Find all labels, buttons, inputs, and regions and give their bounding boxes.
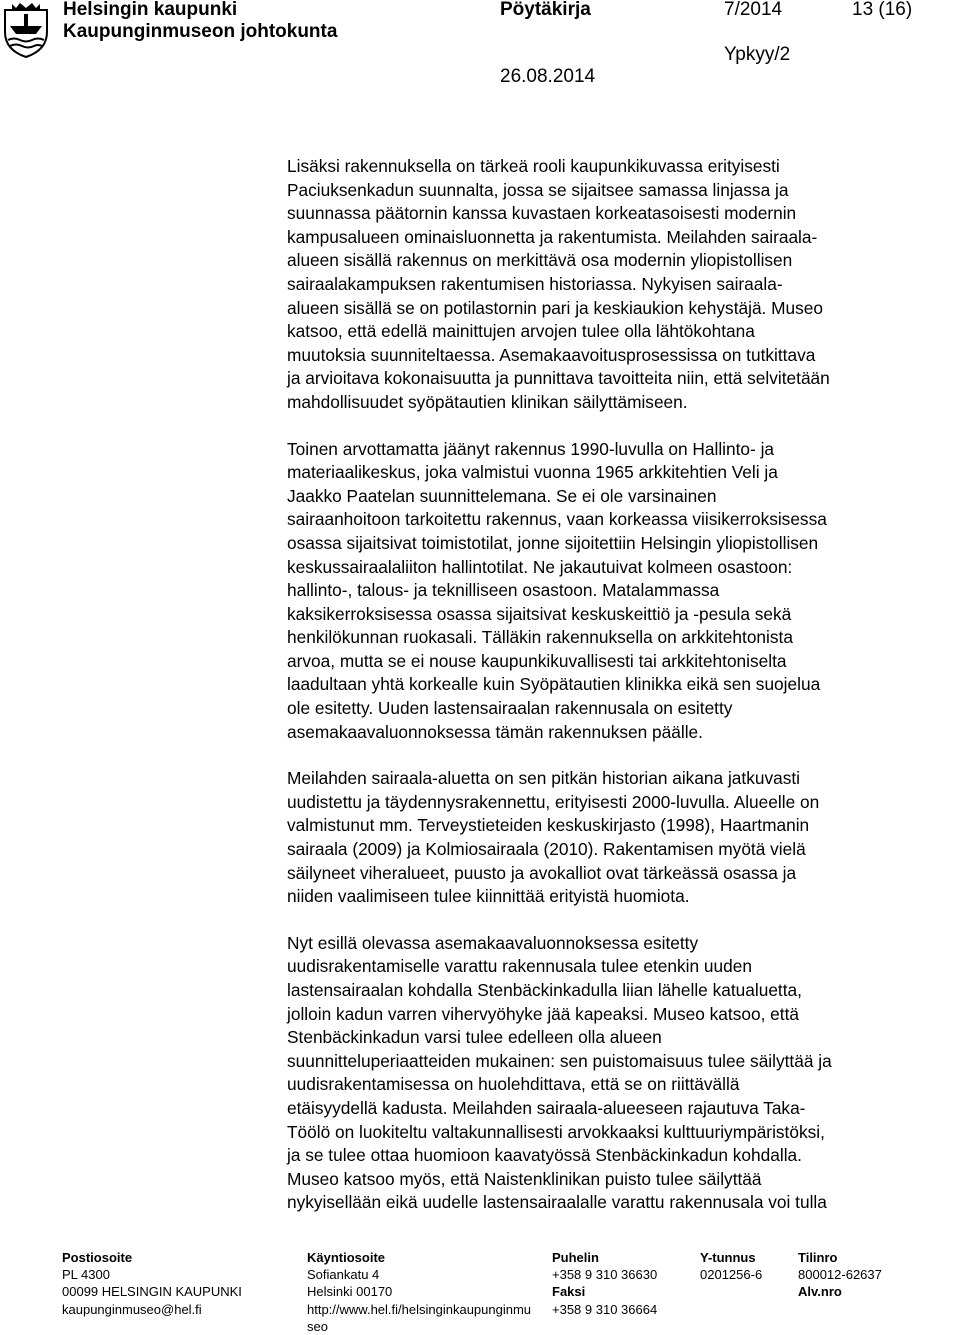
footer-business-id [700,1249,762,1283]
text-line: Jaakko Paatelan suunnittelemana. Se ei ole varsinainen [287,485,717,506]
text-line: Museo katsoo myös, että Naistenklinikan puisto tulee säilyttää [287,1168,762,1189]
footer-text: 00099 HELSINGIN KAUPUNKI [62,1284,242,1300]
footer-heading: Postiosoite [62,1250,133,1265]
text-line: suunnitteluperiaatteiden mukainen: sen puistomaisuus tulee säilyttää ja [287,1050,832,1071]
text-line: hallinto-, talous- ja teknilliseen osastoon. Matalammassa [287,580,720,601]
text-line: katsoo, että edellä mainittujen arvojen tulee olla lähtökohtana [287,321,755,342]
text-line: sairaala (2009) ja Kolmiosairaala (2010). Rakentamisen myötä vielä [287,839,806,860]
text-line: Stenbäckinkadun varsi tulee edelleen olla alueen [287,1027,662,1048]
footer-text: Helsinki 00170 [307,1284,393,1300]
text-line: asemakaavaluonnoksessa tämän rakennuksen päälle. [287,721,703,742]
text-line: Toinen arvottamatta jäänyt rakennus 1990-luvulla on Hallinto- ja [287,438,775,459]
text-line: mahdollisuudet syöpätautien klinikan säilyttämiseen. [287,391,688,412]
text-line: arvoa, mutta se ei nouse kaupunkikuvallisesti tai arkkitehtoniselta [287,650,787,671]
text-line: kaksikerroksisessa osassa sijaitsivat keskuskeittiö ja -pesula sekä [287,603,792,624]
paragraph-3 [287,767,947,909]
footer-website-link[interactable]: http://www.hel.fi/helsinginkaupunginmu [307,1301,532,1317]
text-line: muutoksia suunniteltaessa. Asemakaavoitusprosessissa on tutkittava [287,344,816,365]
footer-website-link-cont[interactable]: seo [307,1318,328,1334]
text-line: uudisrakentamisessa on huolehdittava, että se on riittävällä [287,1074,740,1095]
paragraph-4 [287,932,947,1215]
footer-email-link[interactable]: kaupunginmuseo@hel.fi [62,1301,202,1317]
text-line: uudisrakentamiselle varattu rakennusala tulee etenkin uuden [287,956,752,977]
board-name: Kaupunginmuseon johtokunta [63,21,338,42]
text-line: materiaalikeskus, joka valmistui vuonna 1965 arkkitehtien Veli ja [287,462,778,483]
text-line: kampusalueen ominaisluonnetta ja rakentumista. Meilahden sairaala- [287,226,818,247]
text-line: valmistunut mm. Terveystieteiden keskuskirjasto (1998), Haartmanin [287,815,810,836]
text-line: niiden vaalimiseen tulee kiinnittää erityistä huomiota. [287,886,690,907]
text-line: suunnassa päätornin kanssa kuvastaen korkeatasoisesti modernin [287,203,797,224]
document-type: Pöytäkirja [500,0,591,20]
footer-text: Sofiankatu 4 [307,1267,380,1283]
text-line: etäisyydellä kadusta. Meilahden sairaala-alueeseen rajautuva Taka- [287,1097,806,1118]
footer-text: +358 9 310 36664 [552,1301,658,1317]
footer-heading: Faksi [552,1284,586,1300]
footer-phone [552,1249,657,1318]
footer-text: 800012-62637 [798,1267,882,1283]
footer-heading: Alv.nro [798,1284,842,1300]
footer-heading: Käyntiosoite [307,1250,386,1265]
text-line: Paciuksenkadun suunnalta, jossa se sijaitsee samassa linjassa ja [287,179,789,200]
text-line: Meilahden sairaala-aluetta on sen pitkän historian aikana jatkuvasti [287,768,800,789]
text-line: lastensairaalan kohdalla Stenbäckinkadulla liian lähelle katualuetta, [287,980,802,1000]
section-code: Ypkyy/2 [724,44,791,65]
text-line: Lisäksi rakennuksella on tärkeä rooli kaupunkikuvassa erityisesti [287,156,780,176]
text-line: Nyt esillä olevassa asemakaavaluonnoksessa esitetty [287,932,699,953]
text-line: säilyneet viheralueet, puusto ja avokalliot ovat tärkeässä osassa ja [287,862,797,883]
footer-heading: Tilinro [798,1250,838,1265]
text-line: ole esitetty. Uuden lastensairaalan rakennusala on esitetty [287,698,733,719]
footer-account [798,1249,882,1301]
paragraph-1 [287,155,947,415]
meeting-date: 26.08.2014 [500,66,596,87]
document-number: 7/2014 [724,0,783,20]
paragraph-2 [287,438,947,745]
helsinki-crest-logo [2,0,50,58]
text-line: keskussairaalaliiton hallintotilat. Ne jakautuivat kolmeen osastoon: [287,556,793,577]
text-line: henkilökunnan ruokasali. Tälläkin rakennuksella on arkkitehtonista [287,627,793,648]
footer-postal-address [62,1249,242,1318]
text-line: sairaalakampuksen rakentumisen historiassa. Nykyisen sairaala- [287,273,783,294]
text-line: ja arvioitava kokonaisuutta ja punnittava tavoitteita niin, että selvitetään [287,368,830,389]
footer-visiting-address [307,1249,531,1335]
text-line: alueen sisällä se on potilastornin pari ja keskiaukion kehystäjä. Museo [287,297,824,318]
document-body [287,155,947,1238]
text-line: nykyisellään eikä uudelle lastensairaalalle varattu rakennusala voi tulla [287,1192,827,1213]
text-line: osassa sijaitsivat toimistotilat, jonne sijoitettiin Helsingin yliopistollisen [287,532,819,553]
footer-heading: Y-tunnus [700,1250,756,1265]
text-line: jolloin kadun varren vihervyöhyke jää kapeaksi. Museo katsoo, että [287,1003,799,1024]
city-name: Helsingin kaupunki [63,0,238,20]
text-line: laadultaan yhtä korkealle kuin Syöpätautien klinikka eikä sen suojelua [287,674,821,695]
page-number: 13 (16) [852,0,913,20]
text-line: ja se tulee ottaa huomioon kaavatyössä Stenbäckinkadun kohdalla. [287,1145,802,1166]
text-line: Töölö on luokiteltu valtakunnallisesti arvokkaaksi kulttuuriympäristöksi, [287,1121,825,1142]
footer-text: 0201256-6 [700,1267,763,1283]
footer-text: +358 9 310 36630 [552,1267,658,1283]
footer-heading: Puhelin [552,1250,599,1265]
footer-text: PL 4300 [62,1267,110,1283]
text-line: uudistettu ja täydennysrakennettu, erityisesti 2000-luvulla. Alueelle on [287,791,820,812]
text-line: sairaanhoitoon tarkoitettu rakennus, vaan korkeassa viisikerroksisessa [287,509,827,530]
text-line: alueen sisällä rakennus on merkittävä osa modernin yliopistollisen [287,250,793,271]
